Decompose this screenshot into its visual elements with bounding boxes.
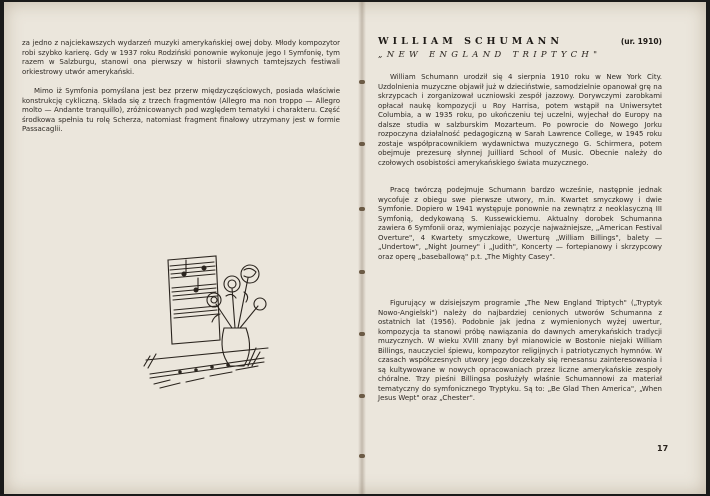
title-row — [378, 36, 662, 48]
left-page — [22, 2, 340, 494]
composer-name: WILLIAM SCHUMANN — [378, 36, 564, 47]
paragraph: William Schumann urodził się 4 sierpnia 1910 roku w New York City. Uzdolnienia muzyczne objawił już w dzieciństwie, samodzielnie opanował grę na skrzypcach i zorganizował uczniowski zespół jazzowy. Dorywczymi zarobkami opłacał naukę kompozycji u Roy Harrisa, potem wstąpił na Uniwersytet Columbia, a w 1935 roku, po ukończeniu tej uczelni, wyjechał do Europy na dalsze studia w salzburskim Mozarteum. Po powrocie do Nowego Jorku rozpoczyna działalność pedagogiczną w Sarah Lawrence College, w 1945 roku zostaje współpracownikiem wydawnictwa muzycznego G. Schirmera, potem obejmuje prezesurę słynnej Juilliard School of Music. Obecnie należy do czołowych osobistości amerykańskiego świata muzycznego. — [378, 73, 662, 167]
booklet-spread — [4, 2, 706, 494]
page-number: 17 — [657, 444, 669, 453]
still-life-illustration — [140, 248, 274, 398]
composer-years: (ur. 1910) — [620, 37, 662, 46]
paragraph: za jedno z najciekawszych wydarzeń muzyki amerykańskiej owej doby. Młody kompozytor robi szybko karierę. Gdy w 1937 roku Rodziński ponownie wykonuje jego I Symfonię, tym razem w Salzburgu, stanowi ona pierwszy w historii sławnych tamtejszych festiwali orkiestrowy utwór amerykański. — [22, 39, 340, 76]
work-title: „NEW ENGLAND TRIPTYCH" — [378, 50, 602, 60]
paragraph: Figurujący w dzisiejszym programie „The New England Triptych" („Tryptyk Nowo-Angielski") należy do najbardziej cenionych utworów Schumanna z ostatnich lat (1956). Podobnie jak jedna z wymienionych wyżej uwertur, kompozycja ta stanowi próbę nawiązania do dawnych amerykańskich tradycji muzycznych. W wieku XVIII znany był mianowicie w Bostonie niejaki William Billings, nauczyciel śpiewu, kompozytor religijnych i patriotycznych hymnów. W czasach współczesnych utwory jego doczekały się renesansu zainteresowania i są kultywowane w nowych opracowaniach przez liczne amerykańskie zespoły chóralne. Trzy pieśni Billingsa posłużyły właśnie Schumannowi za materiał tematyczny do symfonicznego Tryptyku. Są to: „Be Glad Then America", „When Jesus Wept" oraz „Chester". — [378, 299, 662, 403]
right-page — [348, 2, 692, 494]
paragraph: Mimo iż Symfonia pomyślana jest bez przerw międzyczęściowych, posiada właściwie konstrukcję cykliczną. Składa się z trzech fragmentów (Allegro ma non troppo — Allegro molto — Andante tranquillo), zróżnicowanych pod względem tematyki i charakteru. Część środkowa spełnia tu rolę Scherza, natomiast fragment finałowy utrzymany jest w formie Passacaglii. — [22, 87, 340, 134]
paragraph: Pracę twórczą podejmuje Schumann bardzo wcześnie, następnie jednak wycofuje z obiegu swe pierwsze utwory, m.in. Kwartet smyczkowy i dwie Symfonie. Dopiero w 1941 występuje ponownie na zewnątrz z neoklasyczną III Symfonią, dedykowaną S. Kussewickiemu. Aktualny dorobek Schumanna zawiera 6 Symfonii oraz, wymieniając pozycje najważniejsze, „American Festival Overture", 4 Kwartety smyczkowe, Uwerturę „William Billings", balety — „Undertow", „Night Journey" i „Judith", Koncerty — fortepianowy i skrzypcowy oraz operę „baseballową" p.t. „The Mighty Casey". — [378, 186, 662, 261]
